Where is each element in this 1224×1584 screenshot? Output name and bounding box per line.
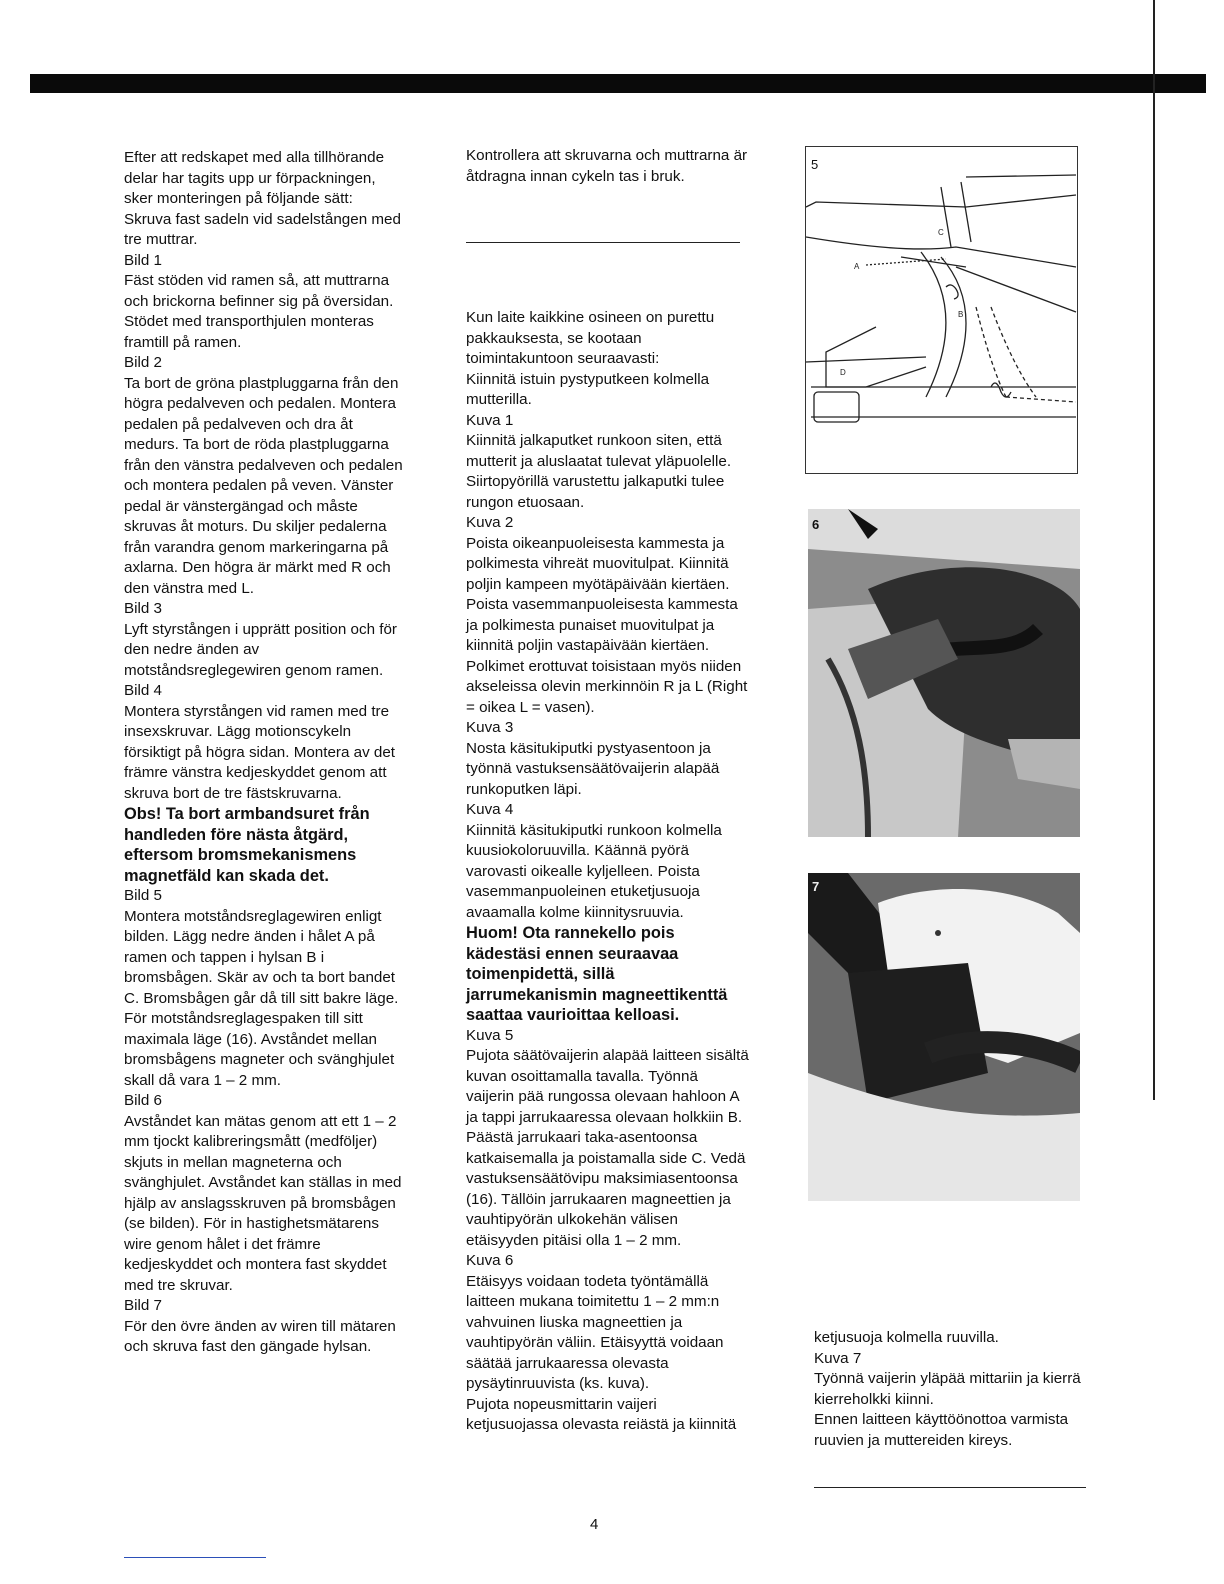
figure-6-photo bbox=[808, 509, 1080, 837]
figure-label-b: B bbox=[958, 310, 964, 319]
paragraph: Pujota nopeusmittarin vaijeri ketjusuojassa olevasta reiästä ja kiinnitä bbox=[466, 1395, 737, 1433]
warning-text: Obs! Ta bort armbandsuret från handleden före nästa åtgärd, eftersom bromsmekanismens magnetfäld kan skada det. bbox=[124, 805, 370, 885]
figure-ref: Bild 5 bbox=[124, 887, 162, 904]
figure-ref: Kuva 1 bbox=[466, 411, 514, 429]
figure-number: 7 bbox=[812, 879, 820, 894]
figure-ref: Kuva 2 bbox=[466, 514, 514, 531]
figure-ref: Bild 2 bbox=[124, 354, 162, 371]
figure-number: 5 bbox=[811, 157, 819, 172]
paragraph: Ta bort de gröna plastpluggarna från den högra pedalveven och pedalen. Montera pedalen på pedalveven och dra åt medurs. Ta bort de röda plastpluggarna från den vänstra pedalveven och pedalen och montera pedalen på veven. Vänster pedal är vänstergängad och måste skruvas åt moturs. Du skiljer pedalerna från varandra genom markeringarna på axlarna. Den högra är märkt med R och den vänstra med L. bbox=[124, 374, 403, 597]
paragraph: Kontrollera att skruvarna och muttrarna är åtdragna innan cykeln tas i bruk. bbox=[466, 147, 748, 185]
paragraph: Kun laite kaikkine osineen on purettu pakkauksesta, se kootaan toimintakuntoon seuraavasti: bbox=[466, 309, 715, 367]
figure-ref: Kuva 5 bbox=[466, 1026, 514, 1044]
page-edge-line bbox=[1153, 0, 1155, 1100]
section-divider bbox=[466, 242, 740, 243]
figure-ref: Bild 1 bbox=[124, 251, 162, 269]
paragraph: Kiinnitä jalkaputket runkoon siten, että mutterit ja aluslaatat tulevat yläpuolelle. Siirtopyörillä varustettu jalkaputki tulee rungon etuosaan. bbox=[466, 432, 732, 511]
figure-number: 6 bbox=[812, 517, 820, 532]
paragraph: Skruva fast sadeln vid sadelstången med tre muttrar. bbox=[124, 210, 401, 248]
footer-line bbox=[124, 1557, 266, 1558]
figure-ref: Kuva 6 bbox=[466, 1252, 514, 1269]
paragraph: Poista oikeanpuoleisesta kammesta ja polkimesta vihreät muovitulpat. Kiinnitä poljin kampeen myötäpäivään kiertäen. Poista vasemmanpuoleisesta kammesta ja polkimesta punaiset muovitulpat ja kiinnitä poljin vastapäivään kiertäen. Polkimet erottuvat toisistaan myös niiden akseleissa olevin merkinnöin R ja L (Right = oikea L = vasen). bbox=[466, 534, 748, 716]
section-divider bbox=[814, 1487, 1086, 1488]
paragraph: Etäisyys voidaan todeta työntämällä laitteen mukana toimitettu 1 – 2 mm:n vahvuinen liuska magneettien ja vauhtipyörän väliin. Etäisyyttä voidaan säätää jarrukaaressa olevasta pysäytinruuvista (ks. kuva). bbox=[466, 1272, 724, 1392]
adjustment-photo-illustration bbox=[808, 509, 1080, 837]
paragraph: Montera motståndsreglagewiren enligt bilden. Lägg nedre änden i hålet A på ramen och tappen i hylsan B i bromsbågen. Skär av och ta bort bandet C. Bromsbågen går då till sitt bakre läge. För motståndsreglagespaken till sitt maximala läge (16). Avståndet mellan bromsbågens magneter och svänghjulet skall då vara 1 – 2 mm. bbox=[124, 907, 399, 1089]
figure-ref: Bild 6 bbox=[124, 1092, 162, 1109]
cover-photo-illustration bbox=[808, 873, 1080, 1201]
figure-label-c: C bbox=[938, 228, 944, 237]
paragraph: Fäst stöden vid ramen så, att muttrarna och brickorna befinner sig på översidan. Stödet med transporthjulen monteras framtill på ramen. bbox=[124, 272, 394, 351]
paragraph: ketjusuoja kolmella ruuvilla. bbox=[814, 1329, 999, 1346]
warning-text: Huom! Ota rannekello pois kädestäsi ennen seuraavaa toimenpidettä, sillä jarrumekanismin magneettikenttä saattaa vaurioittaa kelloasi. bbox=[466, 924, 728, 1024]
paragraph: Kiinnitä käsitukiputki runkoon kolmella kuusiokoloruuvilla. Käännä pyörä varovasti oikealle kyljelleen. Poista vasemmanpuoleinen etuketjusuoja avaamalla kolme kiinnitysruuvia. bbox=[466, 821, 722, 921]
figure-ref: Kuva 4 bbox=[466, 801, 514, 818]
figure-ref: Bild 4 bbox=[124, 682, 162, 699]
paragraph: För den övre änden av wiren till mätaren och skruva fast den gängade hylsan. bbox=[124, 1317, 396, 1355]
figure-ref: Bild 7 bbox=[124, 1297, 162, 1314]
header-bar bbox=[30, 74, 1206, 93]
swedish-column-end bbox=[466, 146, 750, 187]
page-number: 4 bbox=[590, 1516, 599, 1533]
paragraph: Avståndet kan mätas genom att ett 1 – 2 mm tjockt kalibreringsmått (medföljer) skjuts in mellan magneterna och svänghjulet. Avståndet kan ställas in med hjälp av anslagsskruven på bromsbågen (se bilden). För in hastighetsmätarens wire genom hålet i det främre kedjeskyddet och montera fast skyddet med tre skruvar. bbox=[124, 1112, 402, 1294]
paragraph: Montera styrstången vid ramen med tre insexskruvar. Lägg motionscykeln försiktigt på högra sidan. Montera av det främre vänstra kedjeskyddet genom att skruva bort de tre fästskruvarna. bbox=[124, 702, 395, 802]
figure-5-drawing bbox=[805, 146, 1078, 474]
figure-ref: Kuva 3 bbox=[466, 719, 514, 736]
figure-ref: Bild 3 bbox=[124, 600, 162, 617]
figure-label-a: A bbox=[854, 262, 860, 271]
paragraph: Nosta käsitukiputki pystyasentoon ja työnnä vastuksensäätövaijerin alapää runkoputken läpi. bbox=[466, 739, 720, 798]
figure-7-photo bbox=[808, 873, 1080, 1201]
brake-mechanism-illustration bbox=[806, 147, 1077, 473]
paragraph: Efter att redskapet med alla tillhörande delar har tagits upp ur förpackningen, sker monteringen på följande sätt: bbox=[124, 149, 385, 207]
figure-ref: Kuva 7 bbox=[814, 1349, 862, 1367]
paragraph: Kiinnitä istuin pystyputkeen kolmella mutterilla. bbox=[466, 370, 710, 408]
swedish-column bbox=[124, 148, 406, 1358]
figure-label-d: D bbox=[840, 368, 846, 377]
paragraph: Pujota säätövaijerin alapää laitteen sisältä kuvan osoittamalla tavalla. Työnnä vaijerin pää rungossa olevaan hahloon A ja tappi jarrukaaressa olevaan holkkiin B. Päästä jarrukaari taka-asentoonsa katkaisemalla ja poistamalla side C. Vedä vastuksensäätövipu maksimiasentoonsa (16). Tällöin jarrukaaren magneettien ja vauhtipyörän ulkokehän välisen etäisyyden pitäisi olla 1 – 2 mm. bbox=[466, 1047, 749, 1249]
paragraph: Ennen laitteen käyttöönottoa varmista ruuvien ja muttereiden kireys. bbox=[814, 1411, 1069, 1449]
paragraph: Lyft styrstången i upprätt position och för den nedre änden av motståndsreglegewiren genom ramen. bbox=[124, 620, 397, 679]
finnish-column bbox=[466, 308, 750, 1436]
finnish-column-end bbox=[814, 1328, 1090, 1451]
paragraph: Työnnä vaijerin yläpää mittariin ja kierrä kierreholkki kiinni. bbox=[814, 1370, 1081, 1408]
